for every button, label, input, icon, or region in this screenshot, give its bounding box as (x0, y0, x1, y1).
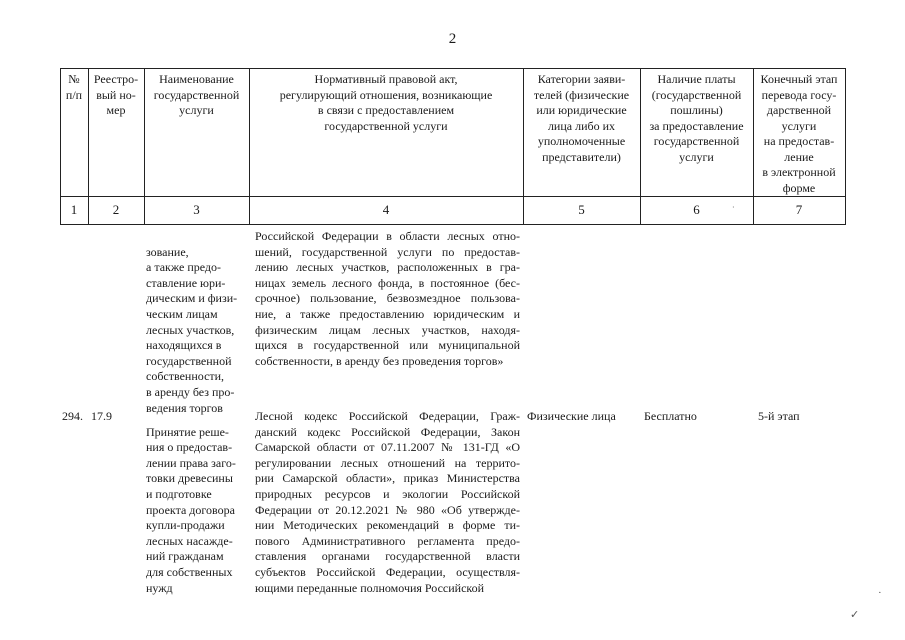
legal-act-cell: Лесной кодекс Российской Федерации, Граж- данский кодекс Российской Федерации, Закон Самарской области от 07.11.2007 № 131-ГД «О регулировании лесных отношений на террито- рии Самарской области», приказ Министерства природных ресурсов и экологии Российской Федерации от 20.12.2021 № 980 «Об утвержде- нии Методических рекомендаций в форме ти- пового Административного регламента предо- ставления органами государственной власти субъектов Российской Федерации, осуществля- ющими переданные полномочия Российской (255, 409, 520, 595)
column-number: 6 (693, 202, 700, 217)
applicants-cell: Физические лица (527, 409, 616, 423)
column-number: 4 (382, 202, 390, 217)
header-cell-registry: Реестро- вый но- мер (93, 72, 139, 117)
scan-speck: ✓ (850, 609, 860, 621)
final-stage-cell: 5-й этап (758, 409, 800, 423)
header-cell-legal-act: Нормативный правовой акт, регулирующий отношения, возникающие в связи с предоставлением государственной услуги (279, 72, 493, 133)
scan-speck: · (878, 587, 882, 599)
page-number: 2 (448, 31, 457, 47)
header-cell-number: № п/п (65, 72, 83, 102)
header-bottom-rule (60, 224, 846, 225)
column-number: 5 (578, 202, 585, 217)
header-mid-rule (60, 196, 846, 197)
header-cell-final-stage: Конечный этап перевода госу- дарственной услуги на предостав- ление в электронной форме (760, 72, 838, 195)
row-number: 294. (62, 409, 83, 423)
service-name-cell: зование, а также предо- ставление юри- дическим и физи- ческим лицам лесных участков, находящихся в государственной собственности, в аренду без про- ведения торгов (146, 244, 238, 415)
column-number: 2 (112, 202, 120, 217)
fee-cell: Бесплатно (644, 409, 697, 423)
registry-number: 17.9 (91, 409, 112, 423)
column-number: 1 (70, 202, 78, 217)
column-number: 7 (795, 202, 803, 217)
header-cell-applicants: Категории заяви- телей (физические или юридические лица либо их уполномоченные представители) (533, 72, 630, 164)
header-top-rule (60, 68, 846, 69)
column-divider (845, 68, 846, 224)
header-cell-service-name: Наименование государственной услуги (153, 72, 240, 117)
column-number: 3 (193, 202, 200, 217)
legal-act-cell: Российской Федерации в области лесных отно- шений, государственной услуги по предостав- лению лесных участков, расположенных в гра- ницах земель лесного фонда, в постоянное (бес- срочное) пользование, безвозмездное пользова- ние, а также предоставлению юридическим и физическим лицам лесных участков, находя- щихся в государственной или муниципальной собственности, в аренду без проведения торгов» (255, 229, 520, 368)
header-cell-fee: Наличие платы (государственной пошлины) за предоставление государственной услуги (649, 72, 744, 164)
scan-speck: · (732, 203, 735, 212)
service-name-cell: Принятие реше- ния о предостав- лении права заго- товки древесины и подготовке проекта договора купли-продажи лесных насажде- ний гражданам для собственных нужд (146, 424, 236, 595)
